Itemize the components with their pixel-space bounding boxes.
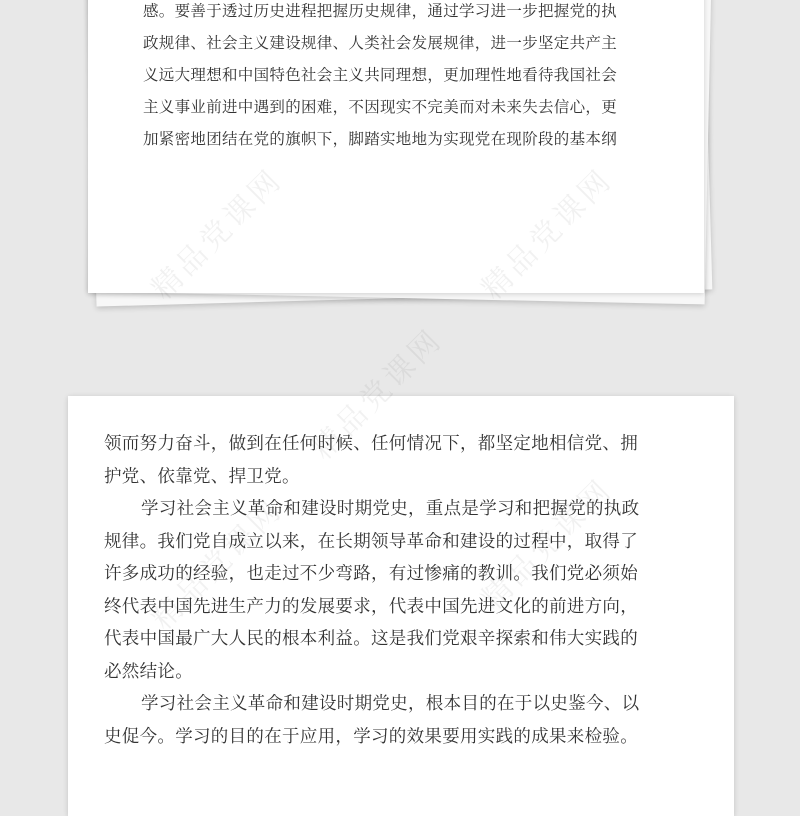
paragraph-start-line: 学习社会主义革命和建设时期党史，根本目的在于以史鉴今、以	[141, 694, 640, 714]
text-line: 政规律、社会主义建设规律、人类社会发展规律，进一步坚定共产主	[143, 34, 618, 52]
text-line: 规律。我们党自成立以来，在长期领导革命和建设的过程中，取得了	[104, 531, 638, 552]
text-line: 护党、依靠党、捍卫党。	[104, 466, 300, 487]
page-top-text	[143, 0, 617, 155]
text-line: 史促今。学习的目的在于应用，学习的效果要用实践的成果来检验。	[104, 726, 638, 747]
text-line: 加紧密地团结在党的旗帜下，脚踏实地地为实现党在现阶段的基本纲	[143, 130, 618, 148]
text-line: 感。要善于透过历史进程把握历史规律，通过学习进一步把握党的执	[143, 2, 618, 20]
text-line: 主义事业前进中遇到的困难，不因现实不完美而对未来失去信心，更	[143, 98, 618, 116]
document-page-top	[88, 0, 704, 293]
text-line: 领而努力奋斗，做到在任何时候、任何情况下，都坚定地相信党、拥	[104, 434, 638, 454]
text-line: 代表中国最广大人民的根本利益。这是我们党艰辛探索和伟大实践的	[104, 629, 638, 649]
paragraph-start-line: 学习社会主义革命和建设时期党史，重点是学习和把握党的执政	[141, 499, 640, 519]
text-line: 义远大理想和中国特色社会主义共同理想，更加理性地看待我国社会	[143, 66, 618, 84]
watermark: 精品党课网	[304, 321, 450, 467]
text-line: 许多成功的经验，也走过不少弯路，有过惨痛的教训。我们党必须始	[104, 564, 638, 584]
text-line: 必然结论。	[104, 661, 193, 682]
page-bottom-text	[104, 428, 639, 753]
text-line: 终代表中国先进生产力的发展要求，代表中国先进文化的前进方向，	[104, 596, 638, 617]
document-page-bottom	[68, 396, 734, 816]
